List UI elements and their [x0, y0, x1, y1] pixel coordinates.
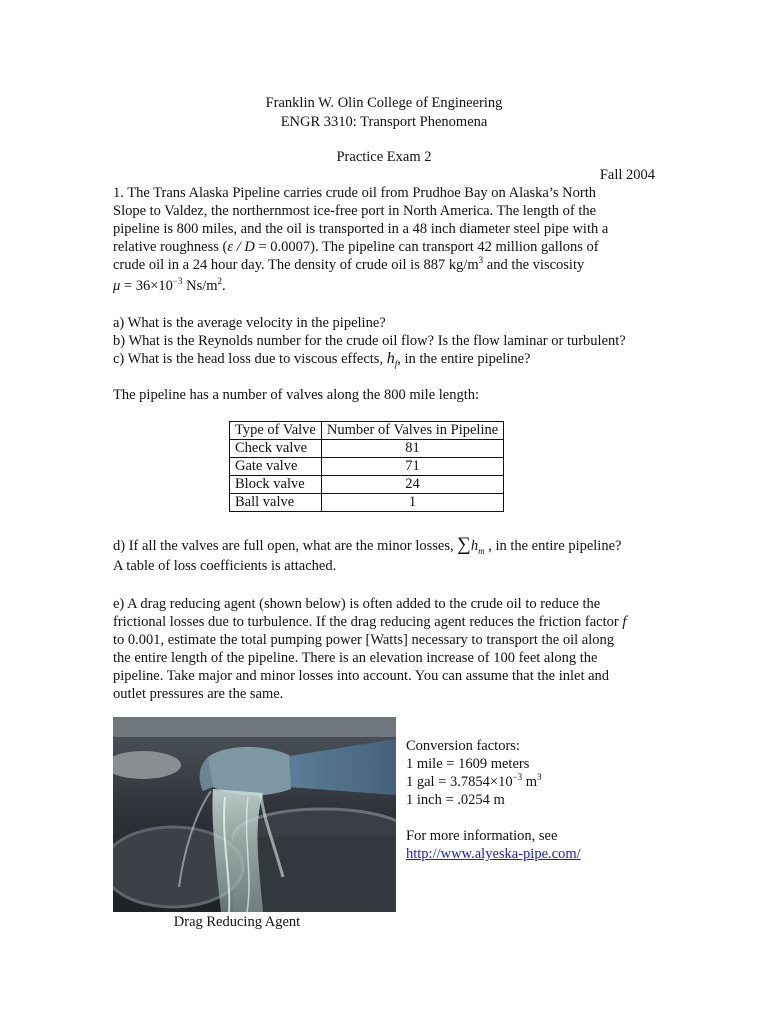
conversion-factors — [406, 737, 666, 863]
exam-term: Fall 2004 — [599, 167, 655, 183]
question-b: b) What is the Reynolds number for the crude oil flow? Is the flow laminar or turbulent? — [113, 333, 626, 349]
question-d: d) If all the valves are full open, what are the minor losses, $\sum h_m$ , in the entire pipeline? A table of loss coefficients is attached. — [113, 534, 622, 574]
valve-type: Check valve — [230, 440, 322, 458]
question-c: c) What is the head loss due to viscous effects, $h_f$, in the entire pipeline? — [113, 350, 531, 369]
density-line: crude oil in a 24 hour day. The density of crude oil is 887 $kg/m^3$ and the viscosity — [113, 255, 585, 273]
valve-count: 24 — [321, 476, 503, 494]
valve-count: 81 — [321, 440, 503, 458]
conversion-mile: 1 mile = 1609 meters — [406, 756, 530, 772]
valves-table — [229, 421, 504, 512]
column-header: Type of Valve — [230, 422, 322, 440]
valves-intro: The pipeline has a number of valves along the 800 mile length: — [113, 387, 480, 403]
table-row — [230, 458, 504, 476]
more-info-text: For more information, see — [406, 828, 558, 844]
problem-line: pipeline is 800 miles, and the oil is transported in a 48 inch diameter steel pipe with a — [113, 221, 609, 237]
summation-symbol: ∑ — [457, 534, 471, 555]
photo-illustration — [113, 717, 396, 912]
questions-abc — [113, 314, 658, 368]
photo-caption: Drag Reducing Agent — [173, 914, 301, 930]
problem-line: Slope to Valdez, the northernmost ice-free port in North America. The length of the — [113, 203, 597, 219]
valve-type: Ball valve — [230, 494, 322, 512]
roughness-line: relative roughness (ε / D = 0.0007). The pipeline can transport 42 million gallons of — [113, 239, 599, 255]
conversion-title: Conversion factors: — [406, 738, 520, 754]
table-row — [230, 476, 504, 494]
college-name: Franklin W. Olin College of Engineering — [265, 95, 503, 111]
mu-symbol: μ — [113, 278, 121, 294]
valve-count: 71 — [321, 458, 503, 476]
drag-reducing-agent-photo — [113, 717, 396, 912]
table-header-row — [230, 422, 504, 440]
conversion-gallon: 1 gal = $3.7854\times 10^{-3}$ $m^3$ — [406, 772, 542, 790]
roughness-symbol: ε / D — [227, 239, 255, 255]
alyeska-link[interactable]: http://www.alyeska-pipe.com/ — [406, 846, 581, 862]
course-title: ENGR 3310: Transport Phenomena — [280, 114, 488, 130]
exam-title: Practice Exam 2 — [336, 149, 432, 165]
viscosity-line: $\mu = 36\times 10^{-3}$ $Ns/m^2$. — [113, 276, 226, 294]
valve-type: Block valve — [230, 476, 322, 494]
question-a: a) What is the average velocity in the pipeline? — [113, 315, 386, 331]
table-row — [230, 440, 504, 458]
valve-type: Gate valve — [230, 458, 322, 476]
problem-line: 1. The Trans Alaska Pipeline carries crude oil from Prudhoe Bay on Alaska’s North — [113, 185, 596, 201]
problem-1 — [113, 184, 658, 295]
column-header: Number of Valves in Pipeline — [321, 422, 503, 440]
conversion-inch: 1 inch = .0254 m — [406, 792, 505, 808]
valve-count: 1 — [321, 494, 503, 512]
question-e: e) A drag reducing agent (shown below) is often added to the crude oil to reduce the frictional losses due to turbulence. If the drag reducing agent reduces the friction factor f to 0.001, estimate the total pumping power [Watts] necessary to transport the oil along the entire length of the pipeline. There is an elevation increase of 100 feet along the pipeline. Take major and minor losses into account. You can assume that the inlet and outlet pressures are the same. — [113, 596, 627, 702]
table-row — [230, 494, 504, 512]
